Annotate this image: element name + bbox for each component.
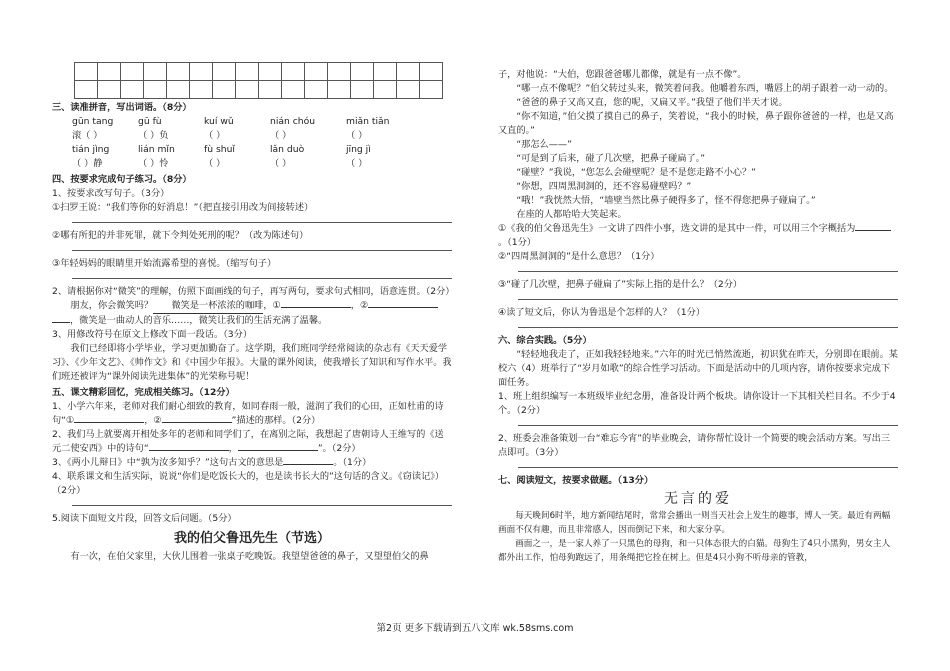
excerpt-p10: 在座的人都哈哈大笑起来。	[516, 209, 627, 220]
grid-cell[interactable]	[190, 63, 213, 81]
q4-2: 2、请根据你对“微笑”的理解，仿照下面画线的句子，再写两句，要求句式相同，语意连贯。（2分）	[52, 286, 455, 297]
excerpt-p3: “爸爸的鼻子又高又直，您的呢，又扁又平。”我望了他们半天才说。	[516, 97, 788, 108]
grid-cell[interactable]	[144, 63, 167, 81]
pinyin-item: lǎn duò	[270, 144, 305, 155]
rq4: ④读了短文后，你认为鲁迅是个怎样的人？（1分）	[498, 307, 706, 318]
excerpt-p4: “你不知道，”伯父摸了摸自己的鼻子，笑着说，“我小的时候，鼻子跟你爸爸的一样，也是又高又直的。”	[498, 111, 894, 136]
pinyin-item: gū fù	[138, 116, 162, 127]
answer-item[interactable]: （ ）负	[138, 130, 169, 141]
q5-2: 2、我们马上就要离开相处多年的老师和同学们了，在离别之际，我想起了唐朝诗人王维写的《送元二使安西》中的诗句“ ， ”。（2分）	[52, 429, 444, 454]
answer-row-1	[72, 129, 452, 143]
grid-cell[interactable]	[236, 63, 259, 81]
pinyin-item: jīng jì	[346, 144, 371, 155]
grid-cell[interactable]	[374, 63, 397, 81]
grid-cell[interactable]	[420, 63, 443, 81]
excerpt-p8: “你想，四周黑洞洞的，还不容易碰壁吗？”	[516, 181, 692, 192]
rq2: ②“四周黑洞洞的”是什么意思？（1分）	[498, 251, 660, 262]
answer-row-2	[72, 157, 452, 171]
answer-item[interactable]: （ ）	[204, 130, 226, 141]
s6-q1: 1、班上组织编写一本班级毕业纪念册，准备设计两个板块。请你设计一下其相关栏目名。不少于4个。（2分）	[498, 391, 896, 416]
grid-cell[interactable]	[121, 63, 144, 81]
answer-item[interactable]: （ ）	[346, 130, 368, 141]
left-column	[52, 62, 455, 564]
grid-cell[interactable]	[397, 63, 420, 81]
excerpt-p1: 子，对他说：“大伯，您跟爸爸哪儿都像，就是有一点不像”。	[498, 69, 747, 80]
excerpt-p5: “那怎么——”	[516, 139, 572, 150]
page-footer: 第2页 更多下载请到五八文库 wk.58sms.com	[376, 623, 574, 634]
grid-cell[interactable]	[213, 63, 236, 81]
grid-cell[interactable]	[121, 81, 144, 99]
grid-cell[interactable]	[259, 63, 282, 81]
grid-cell[interactable]	[282, 63, 305, 81]
grid-cell[interactable]	[374, 81, 397, 99]
excerpt-p2: “哪一点不像呢？”伯父转过头来，微笑着问我。他嚼着东西，嘴唇上的胡子跟着一动一动的。	[516, 83, 894, 94]
s6-text: “轻轻地我走了，正如我轻轻地来。”六年的时光已悄然流逝，初识犹在昨天，分别即在眼前。某校六（4）班举行了“岁月如歌”的综合性学习活动。下面是活动中的几项内容，请你按要求完成下面任务。	[498, 349, 898, 388]
article-title: 无言的爱	[664, 491, 732, 507]
pinyin-row-1	[72, 115, 452, 129]
q4-1: 1、按要求改写句子。（3分）	[52, 188, 170, 199]
q4-1b: ②哪有所犯的并非死罪，就下令判处死刑的呢？（改为陈述句）	[52, 230, 309, 241]
blank[interactable]	[149, 450, 229, 451]
answer-item[interactable]: （ ）	[270, 158, 292, 169]
answer-line[interactable]	[72, 277, 452, 279]
answer-item[interactable]: （ ）	[346, 158, 368, 169]
blank[interactable]	[283, 464, 333, 465]
answer-line[interactable]	[518, 270, 898, 272]
grid-cell[interactable]	[213, 81, 236, 99]
grid-cell[interactable]	[98, 81, 121, 99]
answer-item[interactable]: （ ）怜	[138, 158, 169, 169]
answer-line[interactable]	[518, 424, 898, 426]
blank[interactable]	[52, 322, 70, 323]
grid-cell[interactable]	[305, 63, 328, 81]
answer-item[interactable]: （ ）静	[72, 158, 103, 169]
grid-cell[interactable]	[420, 81, 443, 99]
answer-line[interactable]	[518, 326, 898, 328]
section-3-heading: 三、读准拼音，写出词语。（8分）	[52, 102, 192, 113]
section-6-heading: 六、综合实践。（5分）	[498, 335, 592, 346]
pinyin-item: tián jìng	[72, 144, 110, 155]
q4-3-text: 我们已经即将小学毕业，学习更加勤奋了。这学期，我们班同学经常阅读的杂志有《天天爱学习》、《少年文艺》、《帅作文》和《中国少年报》。大量的课外阅读，使我增长了知识和写作水平。我们班还被评为“课外阅读先进集体”的光荣称号呢！	[52, 343, 452, 382]
pinyin-row-2	[72, 143, 452, 157]
grid-cell[interactable]	[305, 81, 328, 99]
answer-line[interactable]	[72, 249, 452, 251]
blank[interactable]	[238, 450, 318, 451]
article-p2: 画面之一，是一家人养了一只黑色的母狗，和一只体态很大的白猫。母狗生了4只小黑狗，男女主人都外出工作，怕母狗跑远了，用条绳把它拴在树上。但是4只小狗不听母亲的管教，	[498, 539, 891, 563]
section-7-heading: 七、阅读短文，按要求做题。（13分）	[498, 475, 654, 486]
q4-2a: 朋友，你会微笑吗？ 微笑是一杯浓浓的咖啡，① ，②	[52, 299, 452, 314]
blank[interactable]	[855, 230, 891, 231]
answer-line[interactable]	[72, 221, 452, 223]
rq1: ①《我的伯父鲁迅先生》一文讲了四件小事，选文讲的是其中一件，可以用三个字概括为。（1分）	[498, 222, 898, 250]
grid-cell[interactable]	[351, 63, 374, 81]
pinyin-item: miǎn tiǎn	[346, 116, 390, 127]
blank[interactable]	[368, 307, 438, 308]
q5-1: 1、小学六年来，老师对我们耐心细致的教育，如同春雨一般，滋润了我们的心田，正如杜甫的诗句“① ，② ”描述的那样。（2分）	[52, 401, 444, 426]
grid-cell[interactable]	[282, 81, 305, 99]
answer-line[interactable]	[518, 298, 898, 300]
pinyin-item: fù shuǐ	[204, 144, 235, 155]
section-5-heading: 五、课文精彩回忆，完成相关练习。（12分）	[52, 387, 235, 398]
answer-line[interactable]	[72, 504, 452, 506]
grid-cell[interactable]	[167, 63, 190, 81]
section-4-heading: 四、按要求完成句子练习。（8分）	[52, 174, 192, 185]
q5-3: 3、《两小儿辩日》中“孰为汝多知乎？”这句古文的意思是 。（1分）	[52, 457, 372, 468]
q4-1a: ①扫罗王说：“我们等你的好消息！”（把直接引用改为间接转述）	[52, 202, 314, 213]
answer-item[interactable]: （ ）	[270, 130, 292, 141]
writing-grid	[74, 62, 443, 99]
grid-cell[interactable]	[167, 81, 190, 99]
q4-1c: ③年轻妈妈的眼睛里开始流露希望的喜悦。（缩写句子）	[52, 258, 277, 269]
grid-cell[interactable]	[351, 81, 374, 99]
excerpt-title: 我的伯父鲁迅先生（节选）	[173, 531, 330, 546]
s6-q2: 2、班委会准备策划一台“难忘今宵”的毕业晚会，请你帮忙设计一个简要的晚会活动方案。写出三点即可。（3分）	[498, 433, 891, 458]
answer-item[interactable]: 滚（ ）	[72, 130, 103, 141]
answer-line[interactable]	[518, 466, 898, 468]
grid-cell[interactable]	[397, 81, 420, 99]
q5-4: 4、联系课文和生活实际，说说“你们是吃饭长大的，也是读书长大的”这句话的含义。《窃读记》）（2分）	[52, 471, 445, 496]
grid-cell[interactable]	[190, 81, 213, 99]
excerpt-p6: “可是到了后来，碰了几次壁，把鼻子碰扁了。”	[516, 153, 706, 164]
right-column	[498, 68, 898, 565]
grid-cell[interactable]	[328, 63, 351, 81]
rq3: ③“碰了几次壁，把鼻子碰扁了”实际上指的是什么？（2分）	[498, 279, 743, 290]
q4-2b: ，微笑是一曲动人的音乐……，微笑让我们的生活充满了温馨。	[52, 314, 452, 328]
grid-cell[interactable]	[236, 81, 259, 99]
pinyin-item: kuí wǔ	[204, 116, 234, 127]
blank[interactable]	[74, 422, 144, 423]
grid-cell[interactable]	[144, 81, 167, 99]
grid-cell[interactable]	[75, 81, 98, 99]
grid-cell[interactable]	[328, 81, 351, 99]
q5-5: 5.阅读下面短文片段，回答文后问题。（5分）	[52, 513, 237, 524]
excerpt-p9: “哦！”我恍然大悟，“墙壁当然比鼻子硬得多了，怪不得您把鼻子碰扁了。”	[516, 195, 816, 206]
grid-cell[interactable]	[98, 63, 121, 81]
grid-cell[interactable]	[75, 63, 98, 81]
grid-cell[interactable]	[259, 81, 282, 99]
article-p1: 每天晚间6时半，地方新闻结尾时，常常会播出一则当天社会上发生的趣事，博人一笑。最近有两幅画面不仅有趣，而且非常感人，因而倒记下来，和大家分享。	[498, 511, 891, 535]
excerpt-text: 有一次，在伯父家里，大伙儿围着一张桌子吃晚饭。我望望爸爸的鼻子，又望望伯父的鼻	[70, 551, 429, 562]
excerpt-p7: “碰壁？”我说，“您怎么会碰壁呢？是不是您走路不小心？”	[516, 167, 756, 178]
pinyin-item: lián mǐn	[138, 144, 175, 155]
q4-3: 3、用修改符号在原文上修改下面一段话。（3分）	[52, 329, 253, 340]
blank[interactable]	[281, 307, 351, 308]
blank[interactable]	[162, 422, 232, 423]
pinyin-item: gūn tang	[72, 116, 114, 127]
answer-item[interactable]: （ ）	[204, 158, 226, 169]
pinyin-item: nián chóu	[270, 116, 316, 127]
underlined-example: 微笑是一杯浓浓的咖啡	[153, 299, 263, 314]
